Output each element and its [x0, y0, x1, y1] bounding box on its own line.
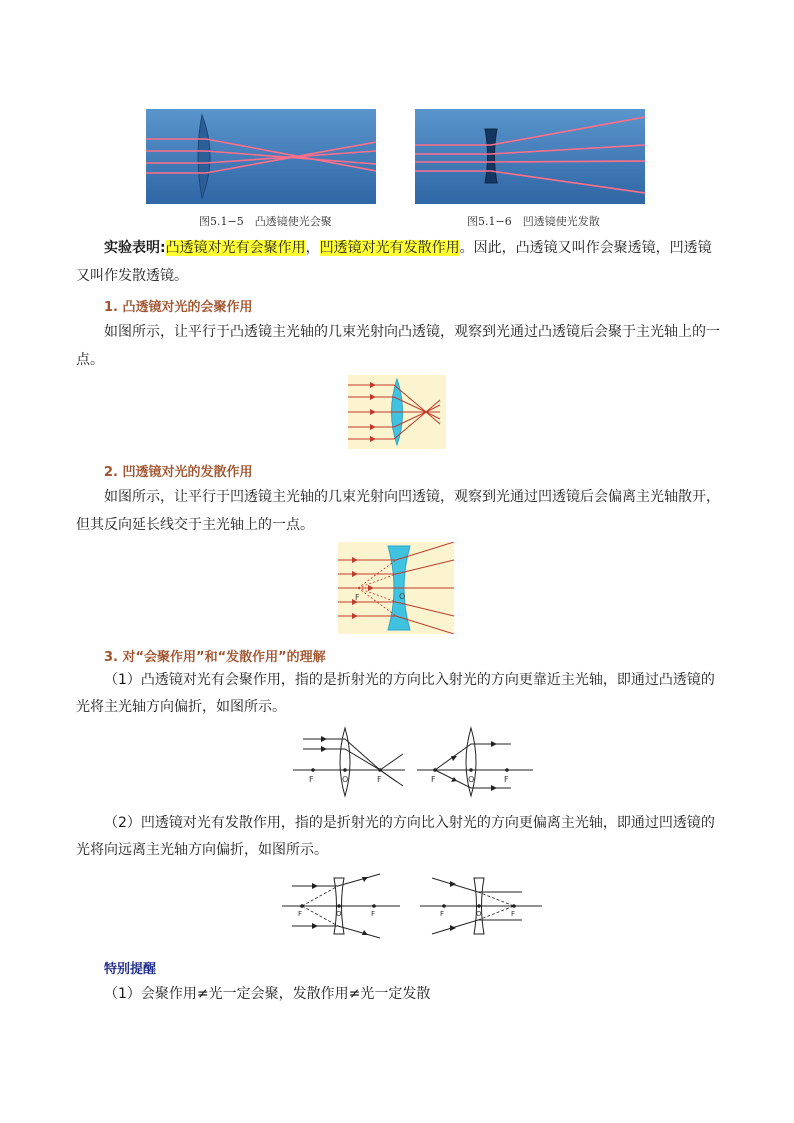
conclusion-line-1 [104, 234, 712, 262]
section2-line-1: 如图所示，让平行于凹透镜主光轴的几束光射向凹透镜，观察到光通过凹透镜后会偏离主光轴散开， [104, 489, 720, 505]
fig4a-label-o: O [336, 910, 342, 918]
section3-p1-line-1: （1）凸透镜对光有会聚作用，指的是折射光的方向比入射光的方向更靠近主光轴，即通过凸透镜的 [104, 672, 715, 688]
section3-heading: 3. 对“会聚作用”和“发散作用”的理解 [104, 650, 326, 665]
fig2-label-o: O [399, 592, 406, 601]
concave-photo-caption: 图5.1−6 凹透镜使光发散 [467, 215, 600, 228]
fig3a-label-f1: F [309, 775, 314, 784]
concave-ray-diagrams [282, 872, 542, 942]
section3-p2-line-2: 光将向远离主光轴方向偏折，如图所示。 [76, 842, 328, 858]
conclusion-sep: ， [305, 240, 320, 256]
convex-ray-diagrams [293, 724, 533, 800]
reminder-item-1: （1）会聚作用≠光一定会聚，发散作用≠光一定发散 [104, 986, 431, 1002]
concave-lens-photo [415, 109, 645, 204]
fig3b-label-o: O [468, 775, 475, 784]
fig4a-label-f2: F [371, 910, 376, 918]
section1-line-2: 点。 [76, 352, 104, 368]
section3-p2-line-1: （2）凹透镜对光有发散作用，指的是折射光的方向比入射光的方向更偏离主光轴，即通过凹透镜的 [104, 815, 715, 831]
section1-line-1: 如图所示，让平行于凸透镜主光轴的几束光射向凸透镜，观察到光通过凸透镜后会聚于主光轴上的一 [104, 324, 720, 340]
section2-line-2: 但其反向延长线交于主光轴上的一点。 [76, 517, 314, 533]
convex-photo-caption: 图5.1−5 凸透镜使光会聚 [199, 215, 332, 228]
conclusion-rest: 。因此，凸透镜又叫作会聚透镜，凹透镜 [459, 240, 712, 256]
fig4b-label-o: O [476, 910, 482, 918]
reminder-title: 特别提醒 [104, 962, 157, 977]
conclusion-label: 实验表明: [104, 240, 166, 256]
conclusion-line-2: 又叫作发散透镜。 [76, 268, 188, 284]
fig3a-label-o: O [342, 775, 349, 784]
concave-lens-diagram [338, 542, 454, 634]
fig4b-label-f1: F [440, 910, 445, 918]
highlight-concave: 凹透镜对光有发散作用 [319, 240, 460, 256]
highlight-convex: 凸透镜对光有会聚作用 [165, 240, 306, 256]
convex-lens-diagram [348, 375, 446, 449]
fig3a-label-f2: F [377, 775, 382, 784]
fig3b-label-f1: F [431, 775, 436, 784]
fig4b-label-f2: F [511, 910, 516, 918]
section3-p1-line-2: 光将主光轴方向偏折，如图所示。 [76, 699, 286, 715]
fig2-label-f: F [355, 593, 360, 602]
convex-lens-photo [146, 109, 376, 204]
fig3b-label-f2: F [504, 775, 509, 784]
fig4a-label-f1: F [298, 910, 303, 918]
section2-heading: 2. 凹透镜对光的发散作用 [104, 465, 253, 480]
section1-heading: 1. 凸透镜对光的会聚作用 [104, 300, 253, 315]
